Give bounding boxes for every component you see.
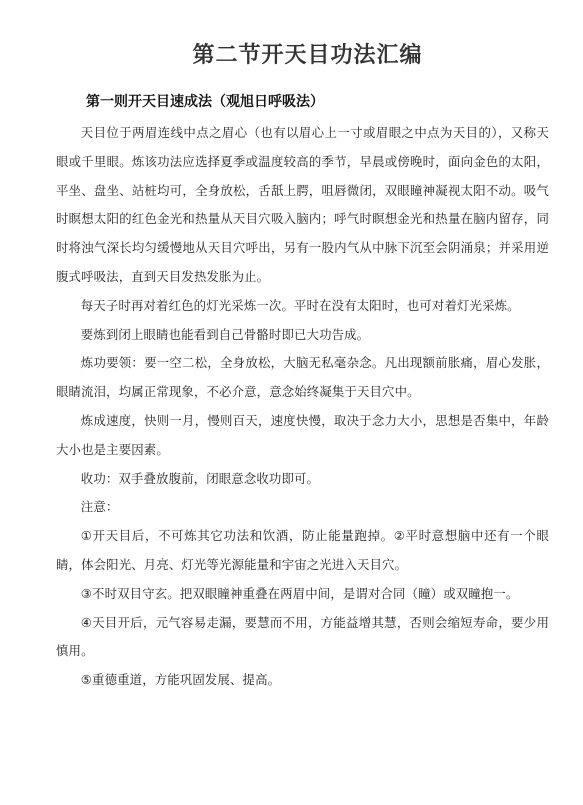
paragraph-notes-label: 注意： <box>80 499 119 515</box>
paragraph-completion: 要炼到闭上眼睛也能看到自己骨骼时即已大功告成。 <box>80 326 370 342</box>
paragraph-note-1-2: ①开天目后，不可炼其它功法和饮酒，防止能量跑掉。②平时意想脑中还有一个眼睛，体会阳光、月亮、灯光等光源能量和宇宙之光进入天目穴。 <box>56 528 549 572</box>
page-title: 第二节开天目功法汇编 <box>192 42 423 68</box>
paragraph-closing: 收功：双手叠放腹前，闭眼意念收功即可。 <box>80 470 320 486</box>
paragraph-key-points: 炼功要领：要一空二松，全身放松，大脑无私毫杂念。凡出现额前胀痛，眉心发胀，眼睛流泪，均属正常现象，不必介意，意念始终凝集于天目穴中。 <box>56 355 549 400</box>
section-heading: 第一则开天目速成法（观旭日呼吸法） <box>86 94 324 110</box>
paragraph-speed: 炼成速度，快则一月，慢则百天，速度快慢，取决于念力大小，思想是否集中，年龄大小也是主要因素。 <box>56 412 549 457</box>
paragraph-note-5: ⑤重德重道，方能巩固发展、提高。 <box>80 672 281 688</box>
paragraph-tianmu-intro: 天目位于两眉连线中点之眉心（也有以眉心上一寸或眉眼之中点为天目的），又称天眼或千里眼。炼该功法应选择夏季或温度较高的季节，早晨或傍晚时，面向金色的太阳，平坐、盘坐、站桩均可，全身放松，舌舐上腭，咀唇微闭，双眼瞳神凝视太阳不动。吸气时瞑想太阳的红色金光和热量从天目穴吸入脑内；呼气时瞑想金光和热量在脑内留存，同时将浊气深长均匀缓慢地从天目穴呼出，另有一股内气从中脉下沉至会阴涌泉；并采用逆腹式呼吸法，直到天目发热发胀为止。 <box>56 125 549 284</box>
paragraph-night-practice: 每天子时再对着红色的灯光采炼一次。平时在没有太阳时，也可对着灯光采炼。 <box>80 297 520 313</box>
paragraph-note-3: ③不时双目守玄。把双眼瞳神重叠在两眉中间，是谓对合同（瞳）或双瞳抱一。 <box>80 585 519 601</box>
paragraph-note-4: ④天目开后，元气容易走漏，要慧而不用，方能益增其慧，否则会缩短寿命，要少用慎用。 <box>56 614 549 659</box>
